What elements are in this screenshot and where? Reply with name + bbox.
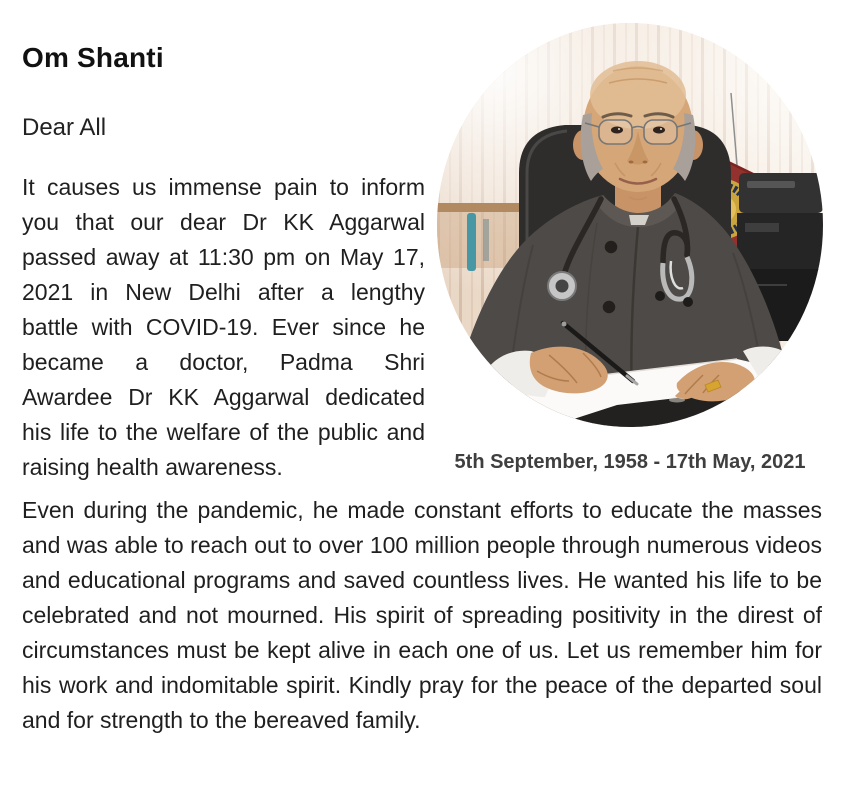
text-line: circumstances must be kept alive in each one of us. Let us remember him for [22,637,822,663]
text-line: passed away at 11:30 pm on May 17, [22,244,425,270]
text-line: 2021 in New Delhi after a lengthy [22,279,425,305]
text-line: and for strength to the bereaved family. [22,707,421,733]
text-line: battle with COVID-19. Ever since he [22,314,425,340]
paragraph-obituary [22,170,425,485]
text-line: and was able to reach out to over 100 million people through numerous videos [22,532,822,558]
paragraph-tribute [22,493,822,738]
text-line: and educational programs and saved countless lives. He wanted his life to be [22,567,822,593]
portrait-illustration [437,23,823,427]
text-line: Even during the pandemic, he made constant efforts to educate the masses [22,497,822,523]
text-line: raising health awareness. [22,454,283,480]
salutation-text: Dear All [22,114,107,141]
portrait-photo [437,23,823,427]
text-line: became a doctor, Padma Shri [22,349,425,375]
text-line: Awardee Dr KK Aggarwal dedicated [22,384,425,410]
text-line: you that our dear Dr KK Aggarwal [22,209,425,235]
text-line: his life to the welfare of the public and [22,419,425,445]
text-line: It causes us immense pain to inform [22,174,425,200]
page-title: Om Shanti [22,42,164,73]
text-line: celebrated and not mourned. His spirit of spreading positivity in the direst of [22,602,822,628]
text-line: his work and indomitable spirit. Kindly pray for the peace of the departed soul [22,672,822,698]
photo-caption: 5th September, 1958 - 17th May, 2021 [454,451,806,473]
